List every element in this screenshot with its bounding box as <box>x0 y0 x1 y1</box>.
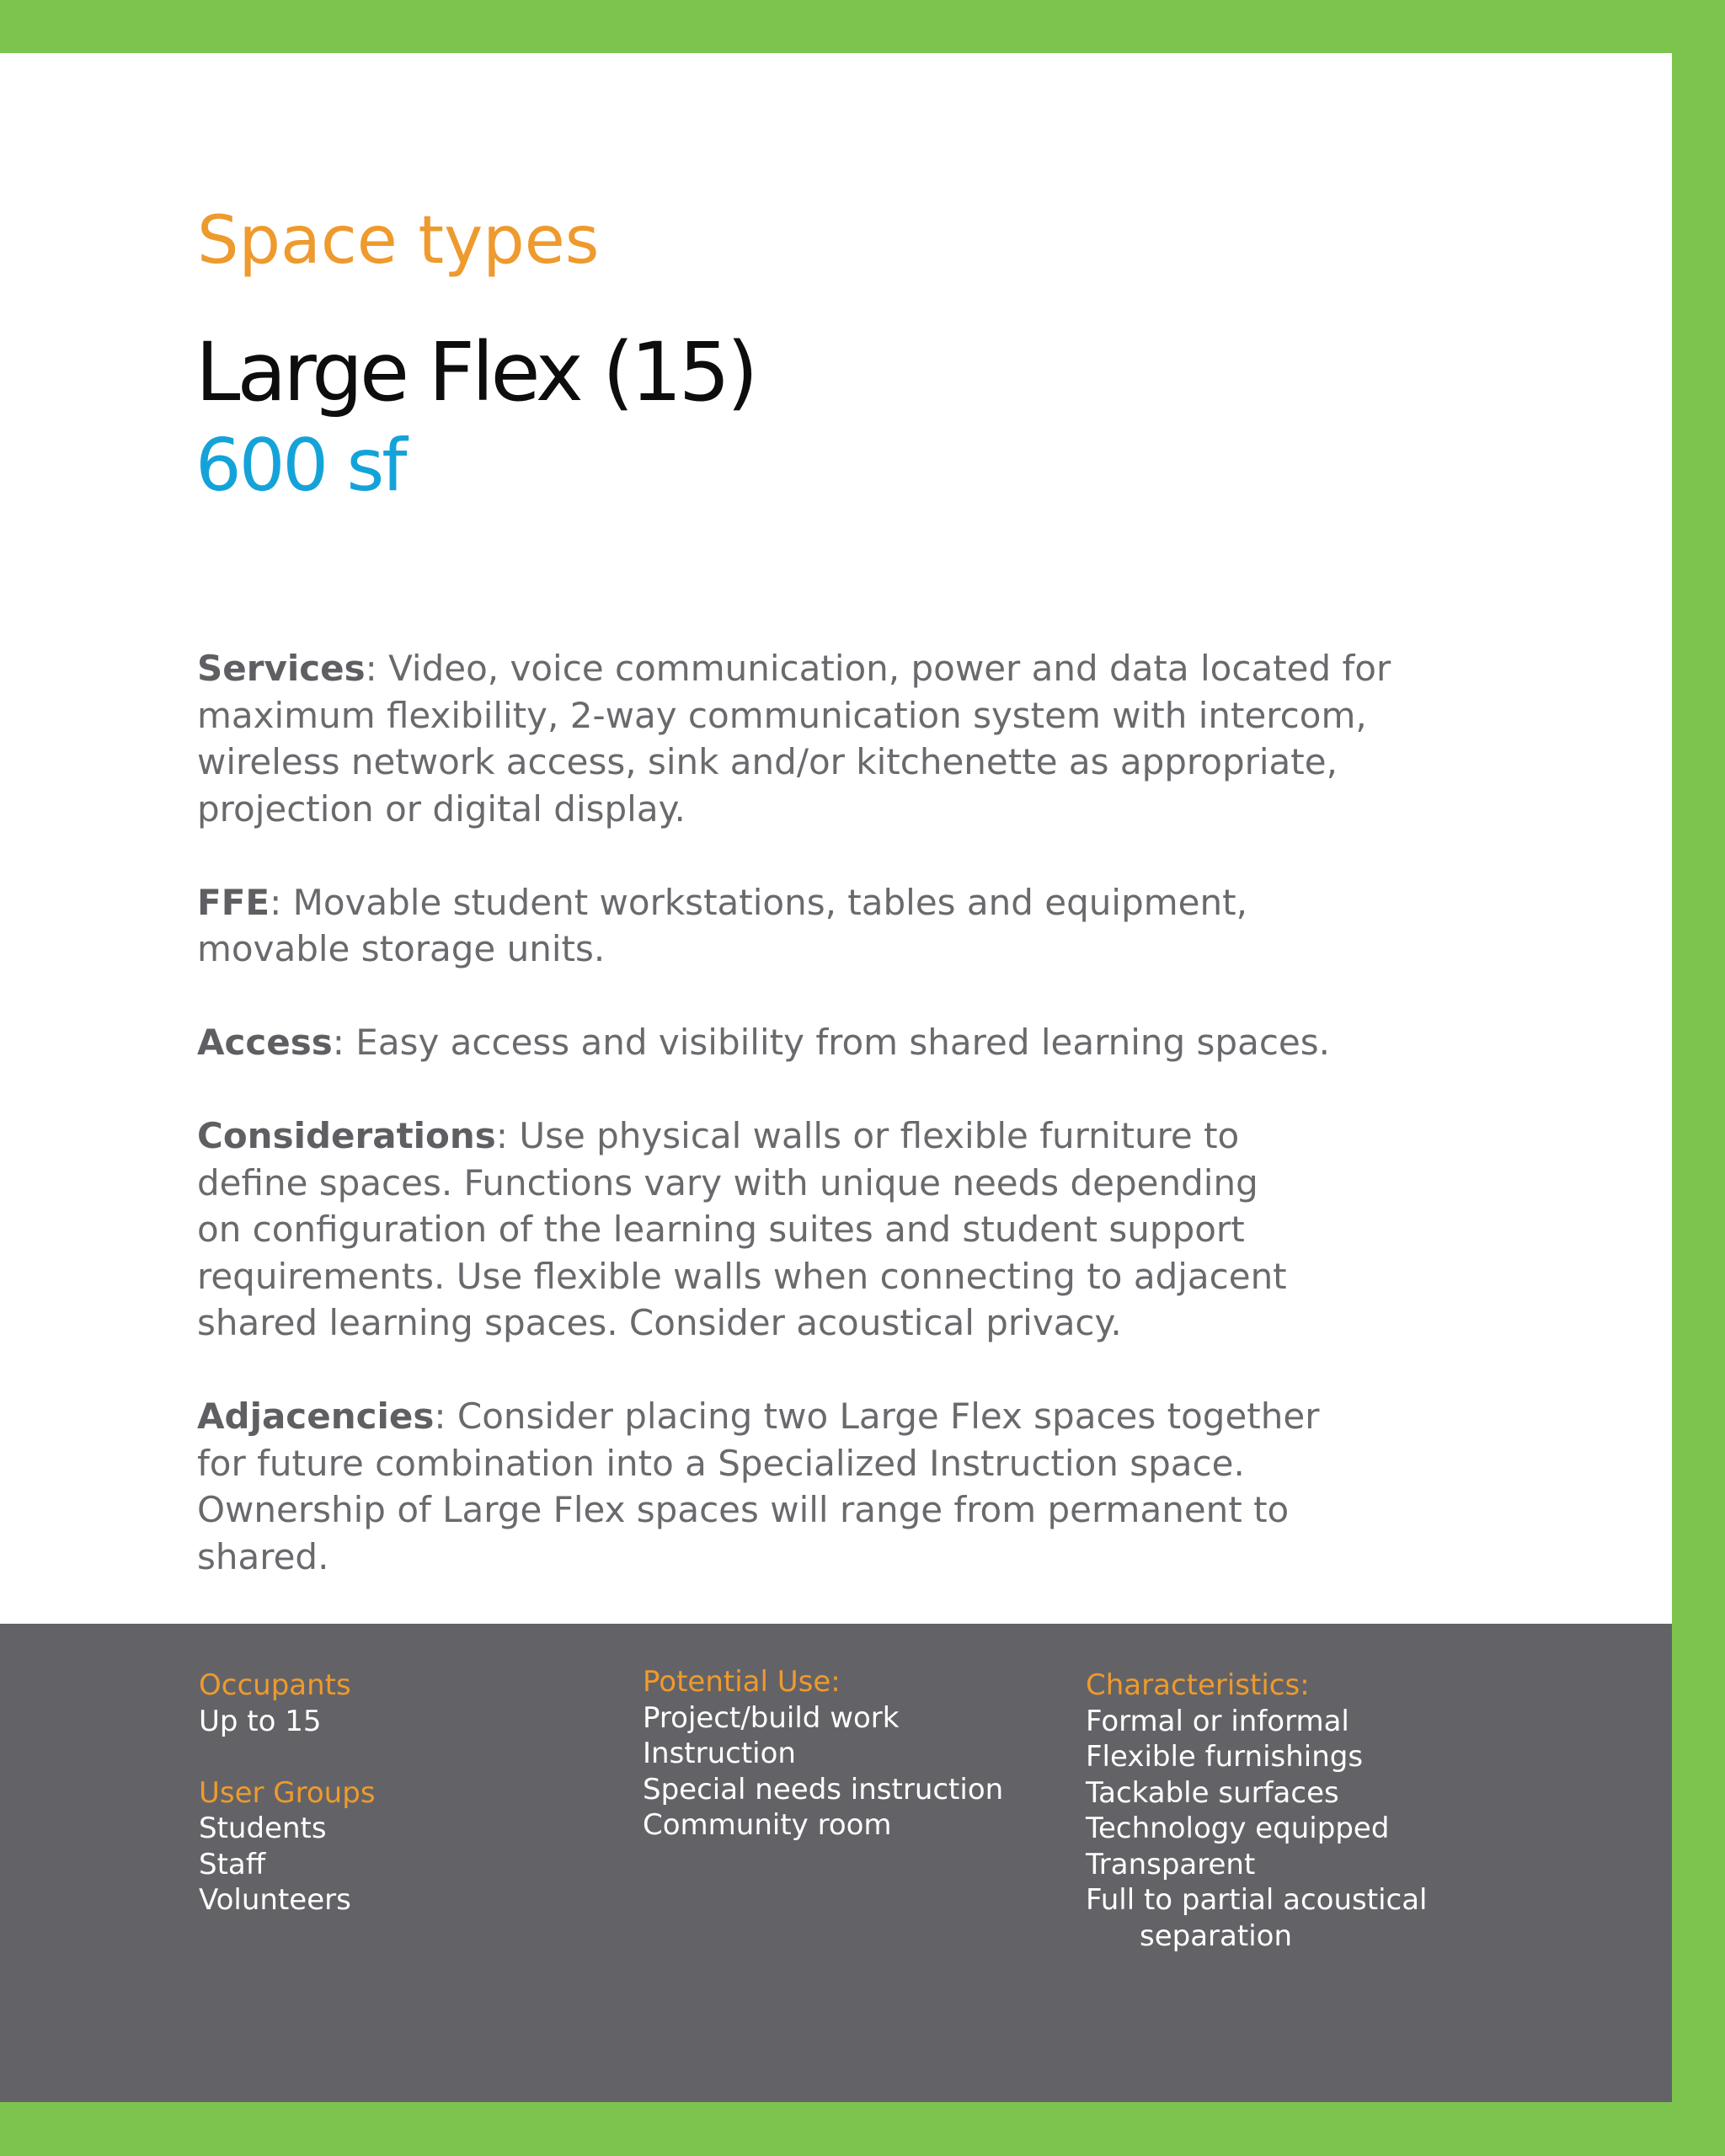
ffe-paragraph <box>197 879 1511 973</box>
services-paragraph <box>197 645 1511 832</box>
adjacencies-paragraph <box>197 1393 1511 1580</box>
border-right <box>1672 0 1725 2156</box>
access-paragraph <box>197 1019 1511 1066</box>
characteristic-item: Flexible furnishings <box>1086 1740 1364 1774</box>
ffe-line-1: FFE: Movable student workstations, tables and equipment, <box>197 881 1247 923</box>
occupants-heading: Occupants <box>199 1668 351 1702</box>
services-line-3: wireless network access, sink and/or kitchenette as appropriate, <box>197 741 1338 782</box>
page-subtitle: 600 sf <box>195 424 405 508</box>
considerations-line-3: on configuration of the learning suites and student support <box>197 1209 1245 1250</box>
considerations-paragraph <box>197 1113 1511 1347</box>
considerations-line-4: requirements. Use flexible walls when connecting to adjacent <box>197 1255 1287 1297</box>
potential-use-item: Instruction <box>643 1737 796 1770</box>
border-top <box>0 0 1725 53</box>
ffe-line-2: movable storage units. <box>197 928 606 969</box>
potential-use-column <box>643 1664 1003 1844</box>
characteristics-heading: Characteristics: <box>1086 1668 1310 1702</box>
description <box>197 645 1511 1627</box>
characteristic-item-continued: separation <box>1140 1919 1292 1953</box>
services-line-1: Services: Video, voice communication, power and data located for <box>197 648 1391 689</box>
occupants-item: Up to 15 <box>199 1704 322 1738</box>
characteristic-item: Technology equipped <box>1086 1812 1390 1845</box>
considerations-line-2: define spaces. Functions vary with unique needs depending <box>197 1161 1258 1203</box>
user-group-item: Volunteers <box>199 1883 351 1917</box>
potential-use-item: Community room <box>643 1808 892 1842</box>
access-label: Access <box>197 1022 333 1063</box>
characteristics-column <box>1086 1668 1428 1954</box>
border-bottom <box>0 2102 1725 2156</box>
user-groups-heading: User Groups <box>199 1775 376 1810</box>
potential-use-item: Special needs instruction <box>643 1772 1004 1806</box>
potential-use-item: Project/build work <box>643 1700 900 1735</box>
services-label: Services <box>197 648 366 689</box>
user-group-item: Students <box>199 1812 327 1845</box>
occupants-column <box>199 1668 376 1919</box>
access-line-1: Access: Easy access and visibility from shared learning spaces. <box>197 1022 1330 1063</box>
considerations-line-5: shared learning spaces. Consider acoustical privacy. <box>197 1302 1122 1343</box>
adjacencies-line-2: for future combination into a Specialized Instruction space. <box>197 1442 1245 1484</box>
adjacencies-line-1: Adjacencies: Consider placing two Large Flex spaces together <box>197 1396 1320 1437</box>
potential-use-heading: Potential Use: <box>643 1665 841 1699</box>
services-line-2: maximum flexibility, 2-way communication system with intercom, <box>197 694 1367 736</box>
services-line-4: projection or digital display. <box>197 787 686 830</box>
adjacencies-line-4: shared. <box>197 1535 329 1577</box>
characteristic-item: Full to partial acoustical <box>1086 1883 1428 1917</box>
section-label: Space types <box>197 203 600 279</box>
adjacencies-line-3: Ownership of Large Flex spaces will range from permanent to <box>197 1489 1290 1530</box>
adjacencies-label: Adjacencies <box>197 1396 435 1437</box>
characteristic-item: Formal or informal <box>1086 1704 1349 1738</box>
characteristic-item: Transparent <box>1086 1847 1256 1881</box>
considerations-line-1: Considerations: Use physical walls or flexible furniture to <box>197 1115 1240 1156</box>
considerations-label: Considerations <box>197 1115 496 1156</box>
ffe-label: FFE <box>197 881 270 923</box>
characteristic-item: Tackable surfaces <box>1086 1775 1339 1810</box>
user-group-item: Staff <box>199 1847 266 1881</box>
page-title: Large Flex (15) <box>195 325 756 419</box>
